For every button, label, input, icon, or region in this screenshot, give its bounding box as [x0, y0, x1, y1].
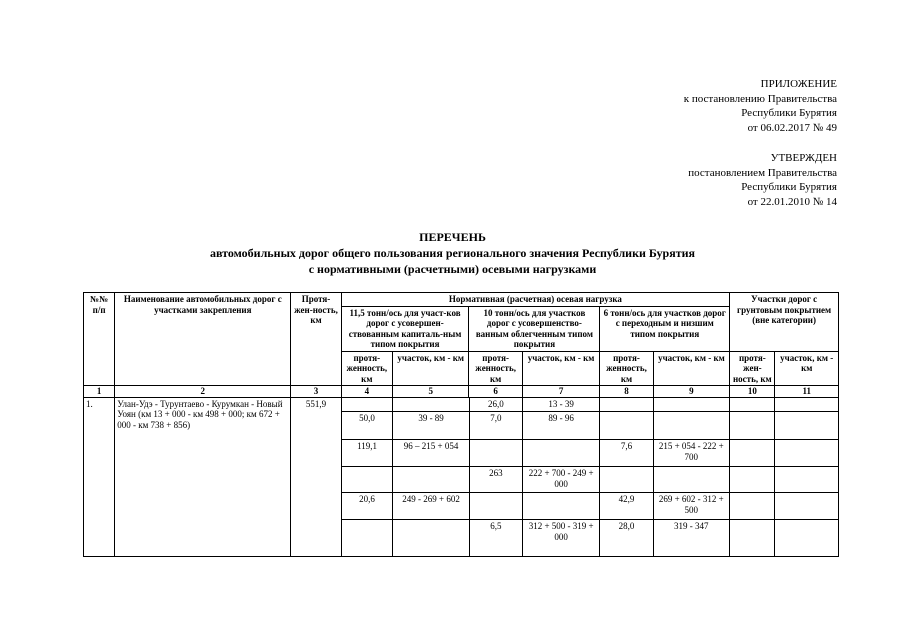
cell-length-6 [600, 412, 653, 440]
section-row [342, 520, 838, 556]
column-number: 4 [341, 386, 392, 398]
cell-length-6: 42,9 [600, 493, 653, 520]
column-number: 9 [653, 386, 730, 398]
cell-segment-6 [653, 412, 729, 440]
approved-block [688, 151, 837, 209]
cell-length-11-5 [342, 398, 393, 412]
section-row [342, 412, 838, 440]
appendix-line: к постановлению Правительства [683, 92, 837, 105]
section-row [342, 440, 838, 467]
cell-segment-11-5: 39 - 89 [393, 412, 469, 440]
column-number: 2 [115, 386, 291, 398]
cell-length-10 [469, 493, 522, 520]
header-length-sub: протя-женность, км [600, 351, 653, 386]
roads-table [83, 292, 839, 557]
header-length-sub: протя-женность, км [341, 351, 392, 386]
column-number: 1 [84, 386, 115, 398]
section-row [342, 398, 838, 412]
column-number: 3 [291, 386, 341, 398]
cell-segment-ground [775, 412, 838, 440]
cell-length-ground [729, 467, 774, 493]
header-length: Протя-жен-ность, км [291, 293, 341, 386]
cell-length-10: 7,0 [469, 412, 522, 440]
appendix-line: ПРИЛОЖЕНИЕ [760, 78, 837, 90]
row-length: 551,9 [291, 397, 341, 556]
cell-segment-ground [775, 493, 838, 520]
cell-length-11-5 [342, 467, 393, 493]
cell-length-6: 7,6 [600, 440, 653, 467]
cell-length-11-5: 20,6 [342, 493, 393, 520]
header-length-sub: протя-жен-ность, км [730, 351, 775, 386]
cell-segment-ground [775, 467, 838, 493]
row-num: 1. [84, 397, 115, 556]
cell-length-6: 28,0 [600, 520, 653, 556]
cell-length-ground [729, 412, 774, 440]
title-line-1: ПЕРЕЧЕНЬ [419, 230, 486, 244]
section-row [342, 493, 838, 520]
cell-segment-ground [775, 520, 838, 556]
document-title [0, 229, 905, 277]
header-ground-roads: Участки дорог с грунтовым покрытием (вне категории) [730, 293, 839, 352]
row-sections [341, 397, 838, 556]
header-length-sub: протя-женность, км [469, 351, 522, 386]
cell-length-10: 26,0 [469, 398, 522, 412]
column-number: 8 [600, 386, 653, 398]
column-number: 7 [522, 386, 600, 398]
cell-length-6 [600, 467, 653, 493]
column-number: 11 [775, 386, 839, 398]
header-num: №№ п/п [84, 293, 115, 386]
cell-length-ground [729, 493, 774, 520]
header-axial-load: Нормативная (расчетная) осевая нагрузка [341, 293, 730, 307]
cell-segment-10 [523, 493, 600, 520]
approved-line: постановлением Правительства [688, 166, 837, 179]
cell-length-10: 6,5 [469, 520, 522, 556]
column-number: 6 [469, 386, 522, 398]
cell-segment-11-5 [393, 398, 469, 412]
cell-segment-10: 89 - 96 [523, 412, 600, 440]
appendix-line: Республики Бурятия [741, 107, 837, 119]
approved-line: УТВЕРЖДЕН [770, 152, 837, 164]
cell-segment-11-5 [393, 520, 469, 556]
cell-length-6 [600, 398, 653, 412]
cell-segment-11-5: 249 - 269 + 602 [393, 493, 469, 520]
column-numbers-row [84, 386, 839, 398]
approved-line: Республики Бурятия [741, 181, 837, 193]
cell-segment-6 [653, 398, 729, 412]
header-group-10: 10 тонн/ось для участков дорог с усовершенство-ванным облегченным типом покрытия [469, 306, 600, 351]
cell-length-10: 263 [469, 467, 522, 493]
title-line-2: автомобильных дорог общего пользования регионального значения Республики Бурятия [209, 246, 696, 260]
cell-segment-10: 312 + 500 - 319 + 000 [523, 520, 600, 556]
cell-segment-11-5 [393, 467, 469, 493]
row-road-name: Улан-Удэ - Турунтаево - Курумкан - Новый Уоян (км 13 + 000 - км 498 + 000; км 672 + 000 - км 738 + 856) [115, 397, 291, 556]
cell-length-11-5 [342, 520, 393, 556]
cell-segment-6 [653, 467, 729, 493]
cell-segment-10 [523, 440, 600, 467]
approved-line: от 22.01.2010 № 14 [747, 195, 837, 208]
header-group-6: 6 тонн/ось для участков дорог с переходным и низшим типом покрытия [600, 306, 730, 351]
header-road-name: Наименование автомобильных дорог с участками закрепления [115, 293, 291, 386]
appendix-block [684, 77, 837, 135]
section-row [342, 467, 838, 493]
cell-segment-6: 319 - 347 [653, 520, 729, 556]
cell-length-11-5: 50,0 [342, 412, 393, 440]
title-line-3: с нормативными (расчетными) осевыми нагрузками [308, 262, 597, 276]
cell-length-11-5: 119,1 [342, 440, 393, 467]
cell-segment-ground [775, 440, 838, 467]
column-number: 5 [392, 386, 468, 398]
header-segment-sub: участок, км - км [775, 351, 839, 386]
header-segment-sub: участок, км - км [653, 351, 730, 386]
sections-table [342, 398, 838, 556]
header-segment-sub: участок, км - км [392, 351, 468, 386]
cell-length-ground [729, 520, 774, 556]
cell-length-10 [469, 440, 522, 467]
cell-segment-10: 222 + 700 - 249 + 000 [523, 467, 600, 493]
cell-length-ground [729, 440, 774, 467]
cell-segment-10: 13 - 39 [523, 398, 600, 412]
header-segment-sub: участок, км - км [522, 351, 600, 386]
appendix-line: от 06.02.2017 № 49 [747, 121, 837, 134]
header-group-11-5: 11,5 тонн/ось для участ-ков дорог с усовершен-ствованным капиталь-ным типом покрытия [341, 306, 469, 351]
cell-segment-6: 269 + 602 - 312 + 500 [653, 493, 729, 520]
cell-segment-ground [775, 398, 838, 412]
cell-length-ground [729, 398, 774, 412]
column-number: 10 [730, 386, 775, 398]
table-row [84, 397, 839, 556]
cell-segment-6: 215 + 054 - 222 + 700 [653, 440, 729, 467]
cell-segment-11-5: 96 – 215 + 054 [393, 440, 469, 467]
